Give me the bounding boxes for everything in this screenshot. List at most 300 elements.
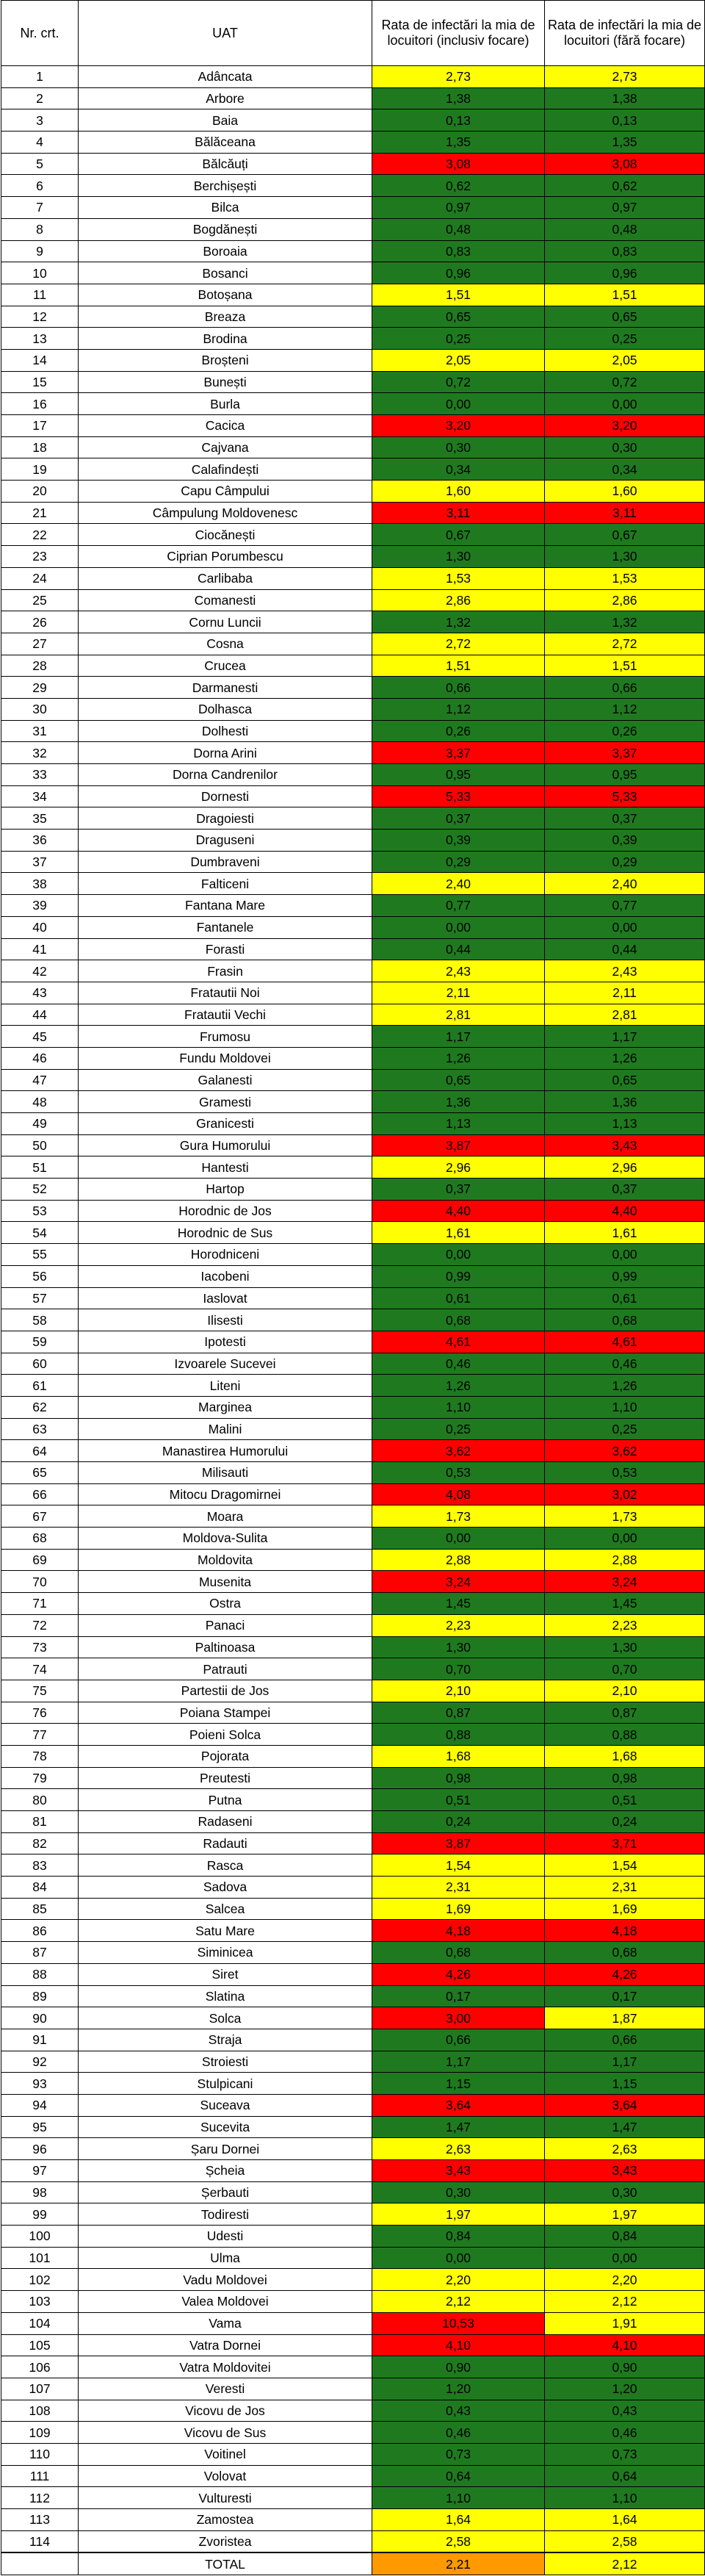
rate-incl-cell: 3,00: [372, 2007, 545, 2029]
table-row: [1, 109, 705, 132]
table-row: [1, 1658, 705, 1680]
row-number: 86: [1, 1920, 79, 1942]
rate-incl-cell: 10,53: [372, 2312, 545, 2334]
uat-name: Hantesti: [79, 1156, 372, 1179]
rate-excl-cell: 3,24: [545, 1571, 705, 1593]
rate-incl-cell: 1,54: [372, 1854, 545, 1877]
rate-excl-cell: 0,67: [545, 524, 705, 546]
rate-incl-cell: 1,10: [372, 2487, 545, 2509]
uat-name: Darmanesti: [79, 677, 372, 699]
rate-incl-cell: 0,17: [372, 1985, 545, 2007]
row-number: 52: [1, 1179, 79, 1201]
row-number: 12: [1, 306, 79, 328]
row-number: 104: [1, 2312, 79, 2334]
row-number: 108: [1, 2400, 79, 2422]
rate-excl-cell: 0,48: [545, 218, 705, 240]
table-body: [1, 66, 705, 2553]
rate-incl-cell: 1,97: [372, 2203, 545, 2226]
table-row: [1, 2226, 705, 2248]
table-row: [1, 415, 705, 437]
uat-name: Cajvana: [79, 436, 372, 458]
row-number: 44: [1, 1004, 79, 1026]
rate-incl-cell: 1,17: [372, 1026, 545, 1048]
header-nr: Nr. crt.: [1, 1, 79, 66]
rate-excl-cell: 1,87: [545, 2007, 705, 2029]
row-number: 25: [1, 589, 79, 611]
rate-incl-cell: 3,64: [372, 2094, 545, 2116]
uat-name: Fantana Mare: [79, 895, 372, 917]
table-row: [1, 1811, 705, 1833]
rate-incl-cell: 0,61: [372, 1287, 545, 1309]
uat-name: Vatra Dornei: [79, 2334, 372, 2356]
rate-incl-cell: 0,00: [372, 393, 545, 415]
table-row: [1, 175, 705, 197]
rate-incl-cell: 0,39: [372, 830, 545, 852]
table-row: [1, 1877, 705, 1899]
table-row: [1, 1832, 705, 1854]
row-number: 19: [1, 458, 79, 481]
table-row: [1, 1571, 705, 1593]
uat-name: Șaru Dornei: [79, 2138, 372, 2160]
rate-incl-cell: 3,87: [372, 1832, 545, 1854]
table-row: [1, 567, 705, 589]
uat-name: Granicesti: [79, 1113, 372, 1135]
rate-excl-cell: 0,00: [545, 393, 705, 415]
rate-incl-cell: 2,88: [372, 1549, 545, 1571]
uat-name: Șcheia: [79, 2160, 372, 2182]
rate-excl-cell: 2,11: [545, 982, 705, 1004]
row-number: 73: [1, 1636, 79, 1658]
uat-name: Berchișești: [79, 175, 372, 197]
rate-incl-cell: 2,86: [372, 589, 545, 611]
uat-name: Șerbauti: [79, 2181, 372, 2203]
table-row: [1, 349, 705, 371]
uat-name: Udesti: [79, 2226, 372, 2248]
uat-name: Moldovita: [79, 1549, 372, 1571]
rate-excl-cell: 0,99: [545, 1265, 705, 1287]
uat-name: Fundu Moldovei: [79, 1047, 372, 1069]
row-number: 31: [1, 720, 79, 742]
table-row: [1, 1069, 705, 1091]
table-row: [1, 2487, 705, 2509]
table-row: [1, 1179, 705, 1201]
rate-excl-cell: 1,97: [545, 2203, 705, 2226]
rate-excl-cell: 0,13: [545, 109, 705, 132]
table-row: [1, 1767, 705, 1789]
rate-incl-cell: 0,37: [372, 807, 545, 830]
uat-name: Mitocu Dragomirnei: [79, 1483, 372, 1505]
table-row: [1, 1985, 705, 2007]
row-number: 46: [1, 1047, 79, 1069]
row-number: 94: [1, 2094, 79, 2116]
row-number: 71: [1, 1593, 79, 1615]
uat-name: Draguseni: [79, 830, 372, 852]
table-row: [1, 1483, 705, 1505]
rate-excl-cell: 2,86: [545, 589, 705, 611]
rate-excl-cell: 0,00: [545, 1244, 705, 1266]
uat-name: Bunești: [79, 371, 372, 393]
table-row: [1, 2312, 705, 2334]
row-number: 60: [1, 1353, 79, 1375]
row-number: 28: [1, 655, 79, 677]
row-number: 36: [1, 830, 79, 852]
rate-incl-cell: 2,58: [372, 2530, 545, 2552]
table-row: [1, 2073, 705, 2095]
total-rate-incl: 2,21: [372, 2552, 545, 2575]
table-row: [1, 1222, 705, 1244]
row-number: 11: [1, 284, 79, 306]
table-row: [1, 393, 705, 415]
rate-excl-cell: 1,10: [545, 1396, 705, 1418]
table-row: [1, 1702, 705, 1724]
rate-excl-cell: 2,88: [545, 1549, 705, 1571]
uat-name: Satu Mare: [79, 1920, 372, 1942]
rate-incl-cell: 5,33: [372, 785, 545, 807]
uat-name: Veresti: [79, 2378, 372, 2400]
uat-name: Panaci: [79, 1614, 372, 1636]
rate-excl-cell: 1,13: [545, 1113, 705, 1135]
rate-incl-cell: 0,25: [372, 1418, 545, 1440]
uat-name: Ostra: [79, 1593, 372, 1615]
uat-name: Suceava: [79, 2094, 372, 2116]
row-number: 45: [1, 1026, 79, 1048]
uat-name: Bilca: [79, 197, 372, 219]
row-number: 22: [1, 524, 79, 546]
table-row: [1, 938, 705, 960]
uat-name: Gura Humorului: [79, 1134, 372, 1156]
row-number: 93: [1, 2073, 79, 2095]
rate-incl-cell: 1,47: [372, 2116, 545, 2138]
rate-excl-cell: 0,17: [545, 1985, 705, 2007]
uat-name: Falticeni: [79, 873, 372, 895]
table-row: [1, 1026, 705, 1048]
table-row: [1, 371, 705, 393]
table-row: [1, 589, 705, 611]
rate-incl-cell: 3,62: [372, 1440, 545, 1462]
rate-excl-cell: 0,51: [545, 1789, 705, 1811]
rate-excl-cell: 0,46: [545, 2422, 705, 2444]
row-number: 98: [1, 2181, 79, 2203]
rate-incl-cell: 1,26: [372, 1375, 545, 1397]
rate-incl-cell: 0,25: [372, 328, 545, 350]
uat-name: Vulturesti: [79, 2487, 372, 2509]
row-number: 90: [1, 2007, 79, 2029]
table-row: [1, 197, 705, 219]
row-number: 49: [1, 1113, 79, 1135]
rate-excl-cell: 1,32: [545, 611, 705, 633]
table-row: [1, 546, 705, 568]
rate-excl-cell: 1,36: [545, 1091, 705, 1113]
rate-excl-cell: 2,20: [545, 2269, 705, 2291]
uat-name: Bosanci: [79, 262, 372, 284]
uat-name: Frumosu: [79, 1026, 372, 1048]
rate-excl-cell: 1,26: [545, 1047, 705, 1069]
row-number: 42: [1, 960, 79, 982]
rate-incl-cell: 3,24: [372, 1571, 545, 1593]
uat-name: Malini: [79, 1418, 372, 1440]
table-row: [1, 1528, 705, 1550]
rate-incl-cell: 0,73: [372, 2443, 545, 2465]
row-number: 79: [1, 1767, 79, 1789]
uat-name: Frasin: [79, 960, 372, 982]
table-row: [1, 873, 705, 895]
row-number: 65: [1, 1462, 79, 1484]
row-number: 92: [1, 2051, 79, 2073]
row-number: 59: [1, 1331, 79, 1353]
rate-incl-cell: 2,63: [372, 2138, 545, 2160]
rate-incl-cell: 0,00: [372, 916, 545, 938]
rate-incl-cell: 0,24: [372, 1811, 545, 1833]
uat-name: Dumbraveni: [79, 851, 372, 873]
table-row: [1, 2422, 705, 2444]
header-uat: UAT: [79, 1, 372, 66]
uat-name: Dornesti: [79, 785, 372, 807]
table-row: [1, 1724, 705, 1746]
uat-name: Iacobeni: [79, 1265, 372, 1287]
rate-excl-cell: 0,00: [545, 2247, 705, 2269]
table-row: [1, 677, 705, 699]
rate-incl-cell: 0,98: [372, 1767, 545, 1789]
uat-name: Radaseni: [79, 1811, 372, 1833]
total-label: TOTAL: [79, 2552, 372, 2575]
rate-incl-cell: 0,00: [372, 1244, 545, 1266]
uat-name: Bogdănești: [79, 218, 372, 240]
row-number: 24: [1, 567, 79, 589]
table-row: [1, 851, 705, 873]
table-row: [1, 1680, 705, 1702]
row-number: 62: [1, 1396, 79, 1418]
uat-name: Galanesti: [79, 1069, 372, 1091]
rate-excl-cell: 0,37: [545, 1179, 705, 1201]
row-number: 18: [1, 436, 79, 458]
uat-name: Iaslovat: [79, 1287, 372, 1309]
uat-name: Cornu Luncii: [79, 611, 372, 633]
uat-name: Voitinel: [79, 2443, 372, 2465]
uat-name: Brodina: [79, 328, 372, 350]
uat-name: Botoșana: [79, 284, 372, 306]
uat-name: Siminicea: [79, 1942, 372, 1964]
row-number: 80: [1, 1789, 79, 1811]
row-number: 4: [1, 132, 79, 154]
row-number: 91: [1, 2029, 79, 2051]
uat-name: Milisauti: [79, 1462, 372, 1484]
rate-excl-cell: 0,68: [545, 1309, 705, 1331]
row-number: 110: [1, 2443, 79, 2465]
rate-incl-cell: 0,00: [372, 1528, 545, 1550]
table-row: [1, 87, 705, 109]
rate-incl-cell: 3,11: [372, 502, 545, 524]
rate-incl-cell: 0,99: [372, 1265, 545, 1287]
rate-excl-cell: 0,61: [545, 1287, 705, 1309]
row-number: 61: [1, 1375, 79, 1397]
uat-name: Forasti: [79, 938, 372, 960]
rate-incl-cell: 4,18: [372, 1920, 545, 1942]
rate-incl-cell: 1,17: [372, 2051, 545, 2073]
row-number: 112: [1, 2487, 79, 2509]
rate-incl-cell: 3,87: [372, 1134, 545, 1156]
row-number: 68: [1, 1528, 79, 1550]
uat-name: Vicovu de Jos: [79, 2400, 372, 2422]
rate-excl-cell: 2,96: [545, 1156, 705, 1179]
table-row: [1, 960, 705, 982]
rate-excl-cell: 2,43: [545, 960, 705, 982]
table-row: [1, 1396, 705, 1418]
rate-excl-cell: 2,05: [545, 349, 705, 371]
uat-name: Radauti: [79, 1832, 372, 1854]
row-number: 107: [1, 2378, 79, 2400]
rate-incl-cell: 1,64: [372, 2509, 545, 2531]
uat-name: Siret: [79, 1963, 372, 1985]
table-row: [1, 1745, 705, 1767]
uat-name: Ipotesti: [79, 1331, 372, 1353]
row-number: 63: [1, 1418, 79, 1440]
rate-excl-cell: 1,73: [545, 1505, 705, 1528]
uat-name: Cosna: [79, 633, 372, 655]
rate-incl-cell: 4,40: [372, 1200, 545, 1222]
row-number: 1: [1, 66, 79, 88]
table-row: [1, 1156, 705, 1179]
table-row: [1, 1331, 705, 1353]
row-number: 5: [1, 153, 79, 175]
rate-incl-cell: 1,73: [372, 1505, 545, 1528]
rate-excl-cell: 0,34: [545, 458, 705, 481]
row-number: 10: [1, 262, 79, 284]
table-row: [1, 1287, 705, 1309]
rate-excl-cell: 1,64: [545, 2509, 705, 2531]
rate-incl-cell: 0,46: [372, 1353, 545, 1375]
uat-name: Paltinoasa: [79, 1636, 372, 1658]
table-row: [1, 2530, 705, 2552]
uat-name: Fratautii Vechi: [79, 1004, 372, 1026]
row-number: 66: [1, 1483, 79, 1505]
rate-incl-cell: 0,95: [372, 764, 545, 786]
rate-excl-cell: 0,65: [545, 306, 705, 328]
rate-excl-cell: 2,72: [545, 633, 705, 655]
rate-excl-cell: 0,97: [545, 197, 705, 219]
uat-name: Sucevita: [79, 2116, 372, 2138]
rate-incl-cell: 1,36: [372, 1091, 545, 1113]
row-number: 87: [1, 1942, 79, 1964]
table-row: [1, 1549, 705, 1571]
table-row: [1, 2269, 705, 2291]
uat-name: Zvoristea: [79, 2530, 372, 2552]
uat-name: Bălăceana: [79, 132, 372, 154]
total-row: [1, 2552, 705, 2575]
uat-name: Manastirea Humorului: [79, 1440, 372, 1462]
row-number: 55: [1, 1244, 79, 1266]
uat-name: Ulma: [79, 2247, 372, 2269]
row-number: 81: [1, 1811, 79, 1833]
table-row: [1, 218, 705, 240]
rate-excl-cell: 0,37: [545, 807, 705, 830]
uat-name: Câmpulung Moldovenesc: [79, 502, 372, 524]
rate-excl-cell: 0,65: [545, 1069, 705, 1091]
table-row: [1, 132, 705, 154]
rate-excl-cell: 1,45: [545, 1593, 705, 1615]
table-row: [1, 1375, 705, 1397]
table-row: [1, 895, 705, 917]
rate-excl-cell: 2,31: [545, 1877, 705, 1899]
table-row: [1, 1265, 705, 1287]
row-number: 57: [1, 1287, 79, 1309]
rate-incl-cell: 3,08: [372, 153, 545, 175]
uat-name: Poieni Solca: [79, 1724, 372, 1746]
row-number: 95: [1, 2116, 79, 2138]
rate-excl-cell: 0,98: [545, 1767, 705, 1789]
uat-name: Moldova-Sulita: [79, 1528, 372, 1550]
rate-excl-cell: 0,44: [545, 938, 705, 960]
uat-name: Preutesti: [79, 1767, 372, 1789]
rate-excl-cell: 3,71: [545, 1832, 705, 1854]
rate-incl-cell: 2,20: [372, 2269, 545, 2291]
rate-incl-cell: 0,83: [372, 240, 545, 262]
row-number: 2: [1, 87, 79, 109]
row-number: 96: [1, 2138, 79, 2160]
uat-name: Ciprian Porumbescu: [79, 546, 372, 568]
rate-incl-cell: 4,10: [372, 2334, 545, 2356]
rate-excl-cell: 0,90: [545, 2356, 705, 2378]
rate-incl-cell: 4,26: [372, 1963, 545, 1985]
rate-excl-cell: 1,17: [545, 2051, 705, 2073]
uat-name: Dorna Arini: [79, 742, 372, 764]
rate-excl-cell: 1,69: [545, 1898, 705, 1920]
rate-incl-cell: 1,30: [372, 1636, 545, 1658]
rate-incl-cell: 1,13: [372, 1113, 545, 1135]
row-number: 51: [1, 1156, 79, 1179]
rate-incl-cell: 2,31: [372, 1877, 545, 1899]
table-row: [1, 2138, 705, 2160]
table-row: [1, 2356, 705, 2378]
table-row: [1, 1113, 705, 1135]
table-row: [1, 2116, 705, 2138]
table-row: [1, 1898, 705, 1920]
uat-name: Salcea: [79, 1898, 372, 1920]
rate-incl-cell: 0,90: [372, 2356, 545, 2378]
rate-excl-cell: 0,87: [545, 1702, 705, 1724]
rate-excl-cell: 0,43: [545, 2400, 705, 2422]
rate-incl-cell: 0,53: [372, 1462, 545, 1484]
rate-incl-cell: 1,53: [372, 567, 545, 589]
rate-incl-cell: 0,30: [372, 2181, 545, 2203]
uat-name: Fantanele: [79, 916, 372, 938]
rate-incl-cell: 0,30: [372, 436, 545, 458]
rate-incl-cell: 1,26: [372, 1047, 545, 1069]
rate-incl-cell: 2,40: [372, 873, 545, 895]
rate-incl-cell: 2,12: [372, 2291, 545, 2313]
uat-name: Horodnic de Jos: [79, 1200, 372, 1222]
row-number: 101: [1, 2247, 79, 2269]
uat-name: Burla: [79, 393, 372, 415]
uat-name: Breaza: [79, 306, 372, 328]
rate-incl-cell: 1,45: [372, 1593, 545, 1615]
rate-incl-cell: 1,10: [372, 1396, 545, 1418]
table-row: [1, 2181, 705, 2203]
rate-incl-cell: 0,46: [372, 2422, 545, 2444]
uat-name: Comanesti: [79, 589, 372, 611]
uat-name: Calafindești: [79, 458, 372, 481]
table-row: [1, 1353, 705, 1375]
table-row: [1, 524, 705, 546]
rate-incl-cell: 2,96: [372, 1156, 545, 1179]
header-row: [1, 1, 705, 66]
rate-incl-cell: 3,37: [372, 742, 545, 764]
rate-excl-cell: 0,30: [545, 436, 705, 458]
row-number: 105: [1, 2334, 79, 2356]
rate-excl-cell: 3,64: [545, 2094, 705, 2116]
row-number: 38: [1, 873, 79, 895]
uat-name: Straja: [79, 2029, 372, 2051]
rate-incl-cell: 2,05: [372, 349, 545, 371]
